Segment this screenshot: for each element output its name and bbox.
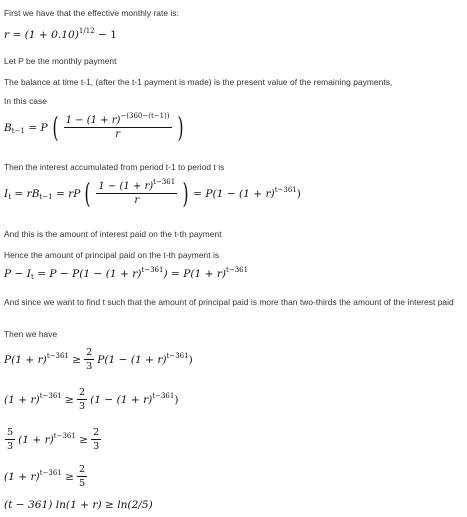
principal-c: ) = P(1 + r) (163, 268, 227, 280)
ineq4-a: (1 + r) (4, 470, 40, 483)
balance-fraction (64, 112, 172, 140)
inequality-3 (4, 427, 102, 452)
inequality-5 (4, 499, 153, 511)
balance-eq: = P (24, 121, 48, 134)
ineq5-text: (t − 361) ln(1 + r) ≥ ln(2/5) (4, 499, 153, 511)
principal-exp1: t−361 (141, 266, 164, 274)
ineq2-d: ) (174, 393, 179, 406)
interest-mid-a: = rB (11, 187, 40, 200)
intro-text: First we have that the effective monthly rate is: (4, 8, 179, 18)
interest-num-exp: t−361 (153, 178, 176, 186)
ineq3-rn: 2 (93, 427, 100, 438)
ineq2-b: ≥ (61, 393, 74, 406)
ineq2-fd: 3 (78, 401, 86, 412)
ineq1-b: ≥ (68, 353, 82, 366)
balance-equation (4, 110, 186, 144)
interest-sub: t (8, 192, 12, 201)
interest-lhs: I (4, 187, 9, 200)
ineq3-fn: 5 (7, 427, 14, 438)
ineq3-rd: 3 (93, 441, 100, 452)
principal-equation (4, 268, 248, 280)
principal-b: = P − P(1 − (1 + r) (33, 268, 142, 280)
principal-exp2: t−361 (226, 266, 249, 274)
principal-sub: t (30, 273, 34, 281)
balance-num: 1 − (1 + r) (65, 115, 121, 126)
principal-intro-text: Hence the amount of principal paid on the t-th payment is (4, 250, 220, 260)
ineq1-a: P(1 + r) (4, 353, 47, 366)
condition-text: And since we want to find t such that the amount of principal paid is more than two-thirds the amount of the interest paid (4, 297, 454, 307)
ineq2-fraction (77, 387, 87, 412)
ineq4-fraction (77, 464, 87, 489)
rate-tail: − 1 (94, 29, 117, 41)
ineq3-right-fraction (91, 427, 101, 452)
balance-num-exp: −(360−(t−1)) (120, 112, 170, 120)
ineq2-c: (1 − (1 + r) (90, 393, 153, 406)
inequality-2 (4, 387, 178, 412)
in-this-case-text: In this case (4, 96, 47, 106)
ineq4-exp: t−361 (39, 468, 62, 477)
interest-rhs-a: = P(1 − (1 + r) (193, 187, 275, 200)
ineq3-left-fraction (5, 427, 15, 452)
interest-paid-text: And this is the amount of interest paid on the t-th payment (4, 229, 222, 239)
rate-exponent: 1/12 (78, 27, 95, 35)
then-we-have-text: Then we have (4, 329, 58, 339)
ineq3-exp: t−361 (53, 431, 76, 440)
interest-intro-text: Then the interest accumulated from period t-1 to period t is (4, 162, 225, 172)
inequality-4 (4, 464, 88, 489)
ineq1-c: P(1 − (1 + r) (97, 353, 167, 366)
ineq2-exp2: t−361 (152, 391, 175, 400)
interest-num: 1 − (1 + r) (98, 181, 154, 192)
left-paren: ( (52, 110, 59, 144)
ineq1-exp2: t−361 (166, 351, 189, 360)
balance-sub: t−1 (11, 126, 25, 135)
inequality-1 (4, 347, 193, 372)
interest-den: r (134, 195, 140, 206)
interest-mid-b: = rP (52, 187, 81, 200)
ineq3-fd: 3 (7, 441, 14, 452)
ineq3-b: ≥ (75, 433, 89, 446)
ineq2-exp: t−361 (39, 391, 62, 400)
balance-lhs: B (4, 121, 12, 134)
right-paren: ) (182, 176, 189, 210)
balance-den: r (115, 129, 120, 140)
ineq2-fn: 2 (78, 387, 86, 398)
interest-fraction (96, 178, 177, 206)
ineq4-fd: 5 (78, 478, 86, 489)
ineq1-fd: 3 (86, 361, 93, 372)
payment-def-text: Let P be the monthly payment (4, 56, 117, 66)
ineq1-fn: 2 (86, 347, 93, 358)
rate-equation (4, 29, 117, 41)
ineq2-a: (1 + r) (4, 393, 40, 406)
ineq4-b: ≥ (61, 470, 74, 483)
right-paren: ) (177, 110, 184, 144)
interest-equation (4, 176, 301, 210)
interest-mid-sub: t−1 (39, 192, 53, 201)
ineq1-d: ) (188, 353, 193, 366)
interest-rhs-b: ) (296, 187, 301, 200)
ineq1-exp: t−361 (46, 351, 69, 360)
ineq1-fraction (84, 347, 94, 372)
balance-text: The balance at time t-1, (after the t-1 payment is made) is the present value of the remaining payments, (4, 77, 393, 87)
left-paren: ( (84, 176, 91, 210)
ineq3-a: (1 + r) (18, 433, 54, 446)
ineq4-fn: 2 (78, 464, 86, 475)
principal-a: P − I (4, 268, 31, 280)
interest-rhs-exp: t−361 (274, 185, 297, 194)
rate-lhs: r = (1 + 0.10) (4, 29, 79, 41)
